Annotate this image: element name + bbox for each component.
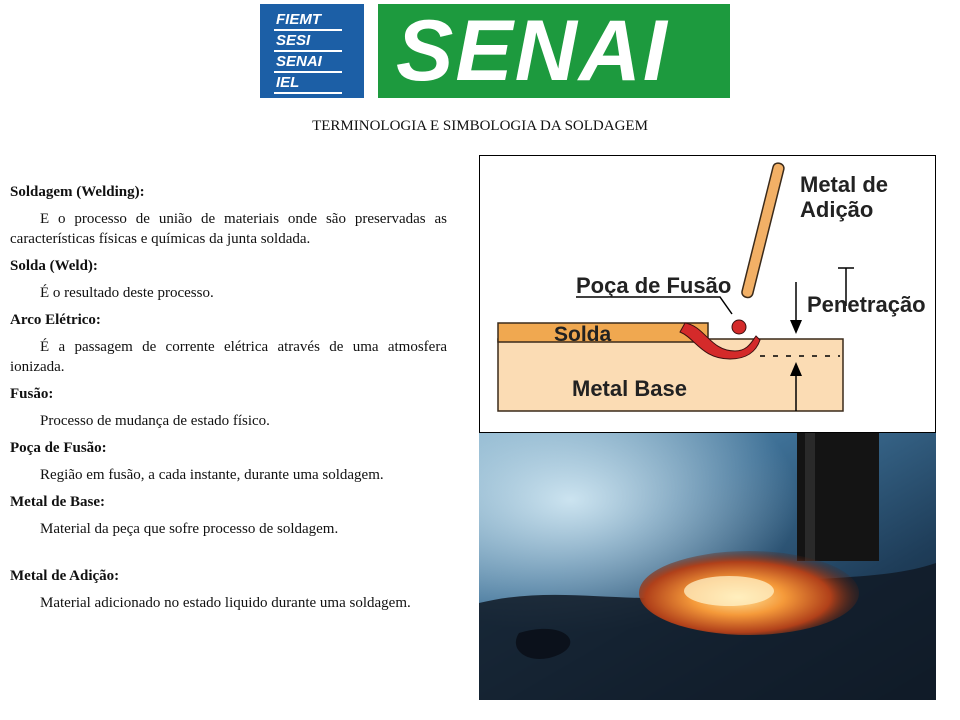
term-soldagem: Soldagem (Welding): — [10, 184, 145, 200]
welding-diagram — [479, 155, 936, 433]
welding-photo — [479, 433, 936, 700]
logo-blue-block — [260, 4, 364, 98]
logo-wordmark: SENAI — [396, 3, 669, 99]
definition-poca-de-fusao: Região em fusão, a cada instante, durante uma soldagem. — [40, 467, 384, 483]
term-metal-de-base: Metal de Base: — [10, 494, 105, 510]
senai-logo — [260, 4, 730, 98]
logo-stack-item: SESI — [274, 33, 342, 52]
base-metal-label: Metal Base — [572, 376, 687, 401]
definition-metal-de-adicao: Material adicionado no estado liquido durante uma soldagem. — [40, 595, 411, 611]
penetration-label: Penetração — [807, 292, 926, 317]
arrow-down-icon — [790, 320, 802, 334]
filler-label-line1: Metal de — [800, 172, 889, 197]
page-title: TERMINOLOGIA E SIMBOLOGIA DA SOLDAGEM — [312, 118, 648, 134]
weld-label: Solda — [554, 323, 612, 346]
logo-green-block — [378, 4, 730, 98]
definition-soldagem: E o processo de união de materiais onde são preservadas as características físicas e químicas da junta soldada. — [10, 211, 447, 247]
term-fusao: Fusão: — [10, 386, 54, 402]
definition-metal-de-base: Material da peça que sofre processo de soldagem. — [40, 521, 339, 537]
molten-droplet — [732, 320, 746, 334]
term-solda: Solda (Weld): — [10, 258, 98, 274]
pool-label: Poça de Fusão — [576, 273, 732, 298]
logo-stack-item: IEL — [274, 75, 342, 94]
definition-fusao: Processo de mudança de estado físico. — [40, 413, 270, 429]
pool-leader-line — [576, 297, 732, 314]
logo-stack-item: SENAI — [274, 54, 342, 73]
term-metal-de-adicao: Metal de Adição: — [10, 568, 120, 584]
term-arco-eletrico: Arco Elétrico: — [10, 312, 101, 328]
filler-rod — [741, 162, 785, 299]
definition-solda: É o resultado deste processo. — [40, 285, 214, 301]
term-poca-de-fusao: Poça de Fusão: — [10, 440, 107, 456]
definitions-list — [10, 182, 447, 620]
welding-photo-svg — [479, 433, 936, 700]
filler-label-line2: Adição — [800, 197, 874, 222]
welding-diagram-svg — [480, 156, 935, 432]
definition-arco-eletrico: É a passagem de corrente elétrica através de uma atmosfera ionizada. — [10, 339, 447, 375]
logo-stack-item: FIEMT — [274, 12, 342, 31]
